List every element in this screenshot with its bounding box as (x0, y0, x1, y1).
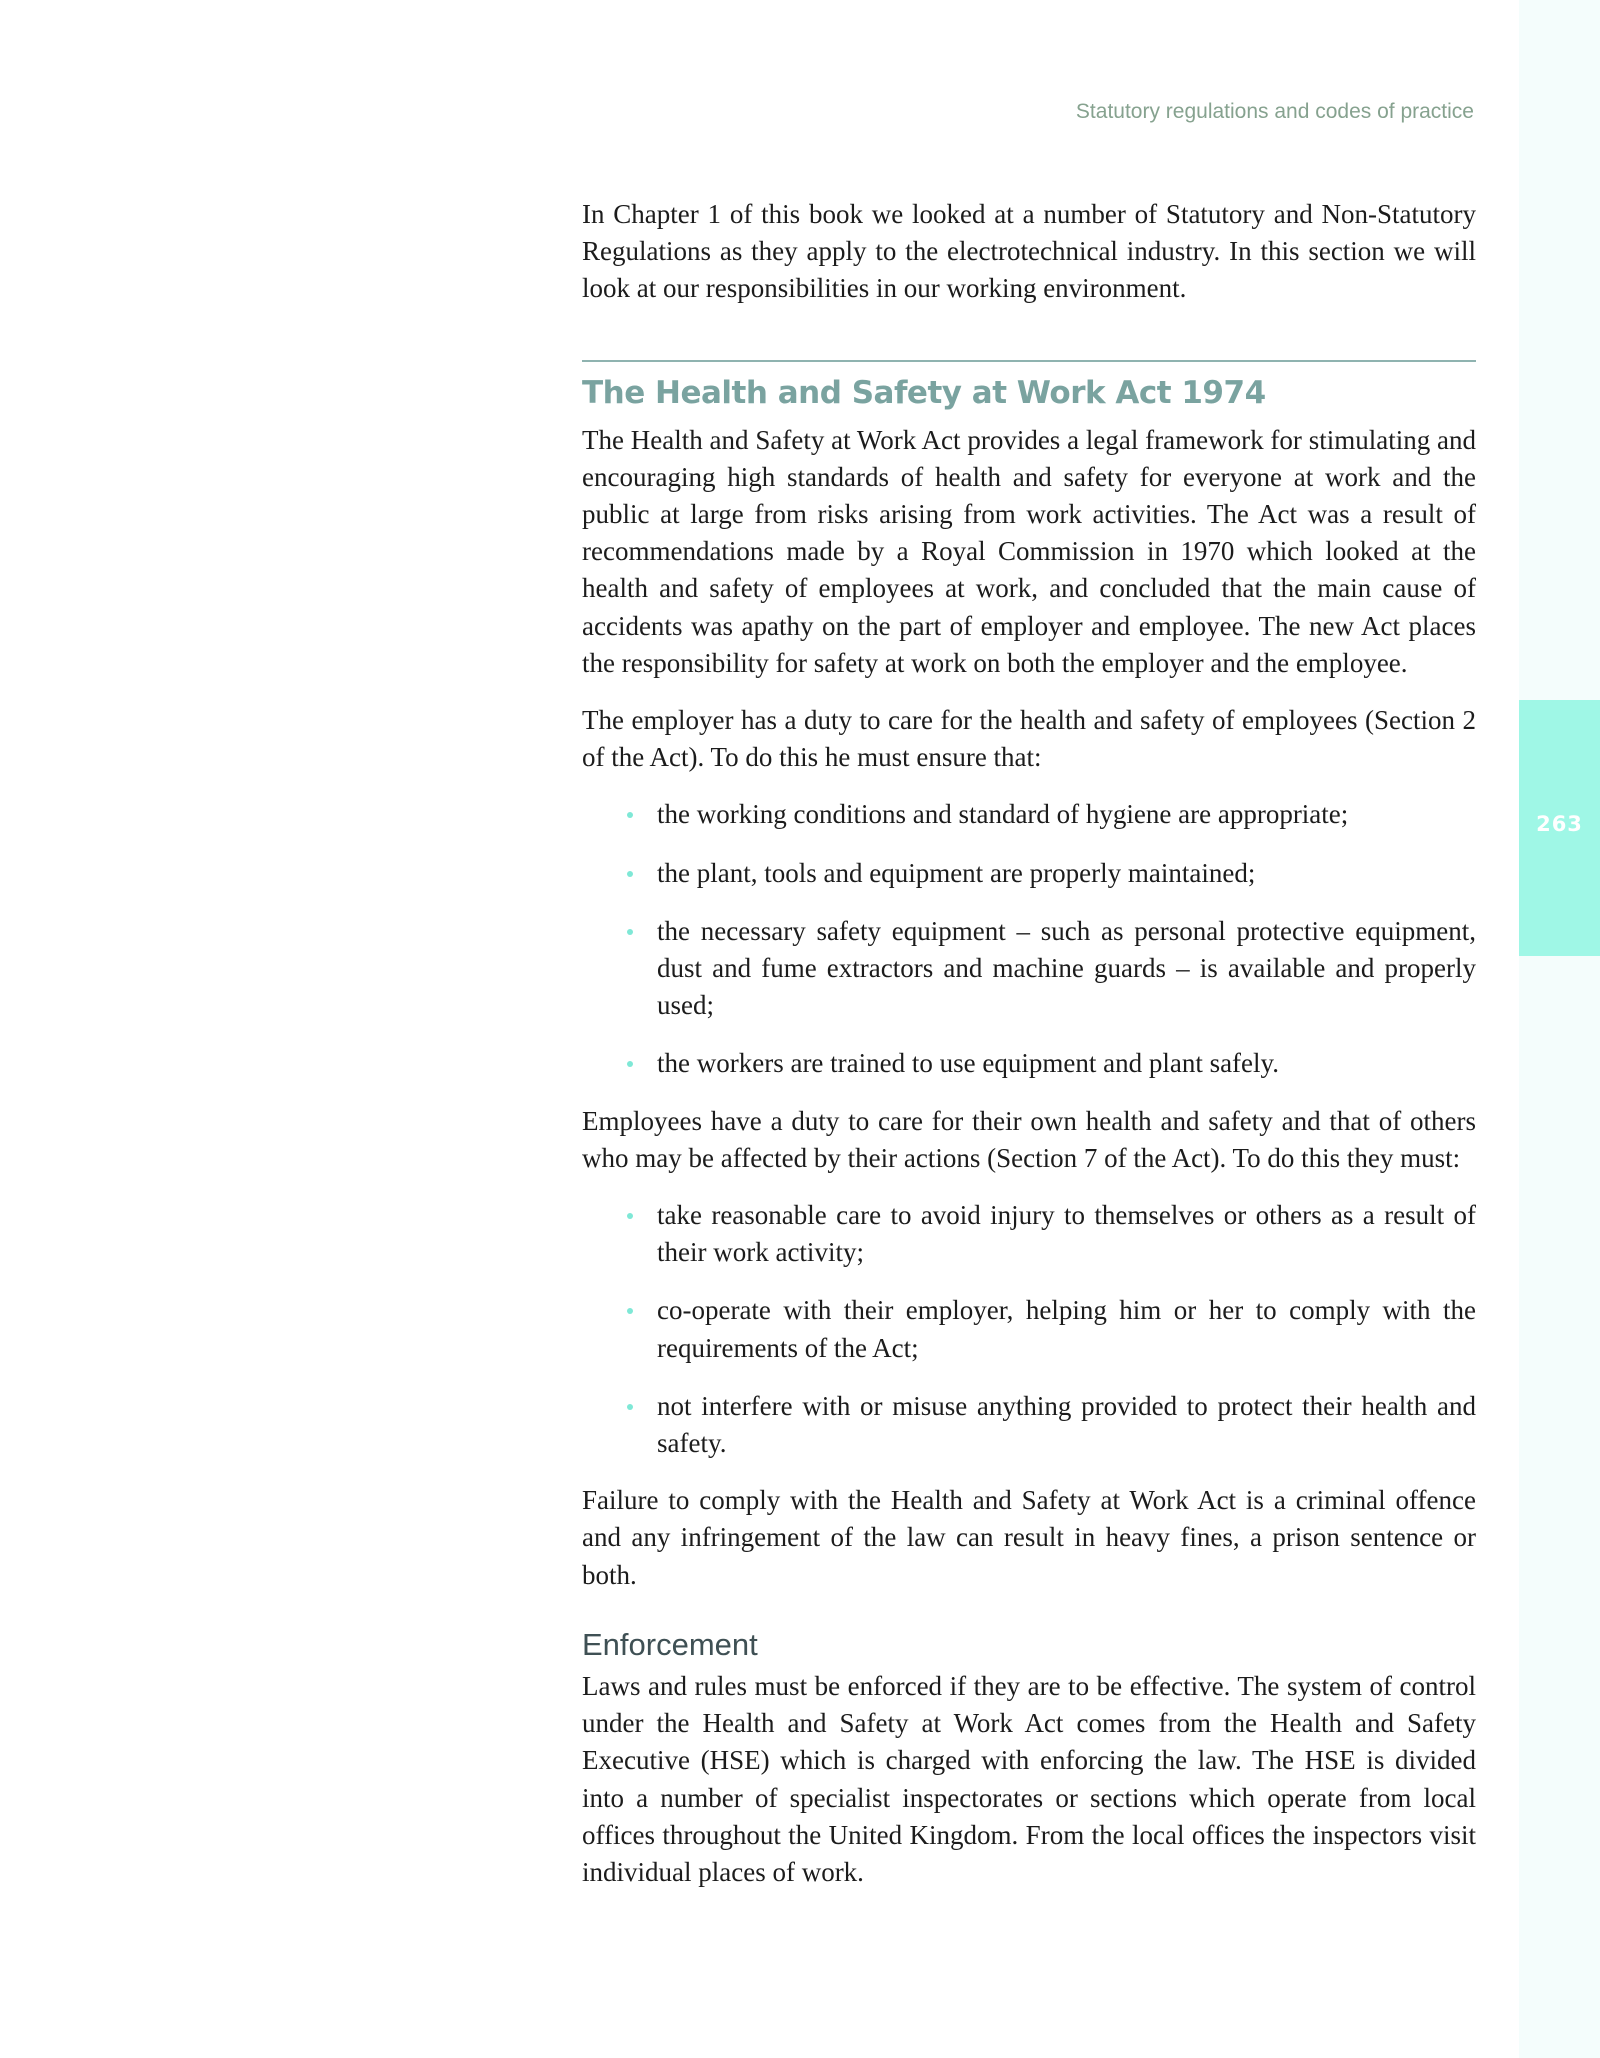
bullet-icon (627, 1404, 633, 1410)
bullet-icon (627, 871, 633, 877)
employee-duty-paragraph: Employees have a duty to care for their own health and safety and that of others who may be affected by their actions (Section 7 of the Act). To do this they must: (582, 1105, 1476, 1173)
section-divider (582, 360, 1476, 362)
list-item: the working conditions and standard of hygiene are appropriate; (657, 796, 1476, 833)
section-heading: The Health and Safety at Work Act 1974 (582, 374, 1266, 411)
list-item: the workers are trained to use equipment and plant safely. (657, 1045, 1476, 1082)
bullet-icon (627, 812, 633, 818)
list-item: co-operate with their employer, helping him or her to comply with the requirements of the Act; (657, 1292, 1476, 1366)
list-item: the necessary safety equipment – such as personal protective equipment, dust and fume extractors and machine guards – is available and properly used; (657, 913, 1476, 1025)
running-head: Statutory regulations and codes of practice (1075, 100, 1474, 123)
side-margin-strip (1519, 0, 1600, 2058)
employer-duties-list (582, 796, 1476, 1082)
page-number-tab (1519, 700, 1600, 956)
main-content (582, 196, 1476, 1911)
bullet-icon (627, 929, 633, 935)
employer-duty-paragraph: The employer has a duty to care for the health and safety of employees (Section 2 of the Act). To do this he must ensure that: (582, 705, 1476, 773)
bullet-icon (627, 1061, 633, 1067)
page-number: 263 (1536, 812, 1583, 836)
bullet-icon (627, 1213, 633, 1219)
list-item: the plant, tools and equipment are properly maintained; (657, 855, 1476, 892)
list-item: take reasonable care to avoid injury to themselves or others as a result of their work activity; (657, 1197, 1476, 1271)
enforcement-heading: Enforcement (582, 1626, 758, 1662)
act-overview-paragraph: The Health and Safety at Work Act provides a legal framework for stimulating and encouraging high standards of health and safety for everyone at work and the public at large from risks arising from work activities. The Act was a result of recommendations made by a Royal Commission in 1970 which looked at the health and safety of employees at work, and concluded that the main cause of accidents was apathy on the part of employer and employee. The new Act places the responsibility for safety at work on both the employer and the employee. (582, 424, 1476, 678)
penalty-paragraph: Failure to comply with the Health and Safety at Work Act is a criminal offence and any infringement of the law can result in heavy fines, a prison sentence or both. (582, 1485, 1476, 1590)
bullet-icon (627, 1308, 633, 1314)
employee-duties-list (582, 1197, 1476, 1462)
enforcement-paragraph: Laws and rules must be enforced if they are to be effective. The system of control under the Health and Safety at Work Act comes from the Health and Safety Executive (HSE) which is charged with enforcing the law. The HSE is divided into a number of specialist inspectorates or sections which operate from local offices throughout the United Kingdom. From the local offices the inspectors visit individual places of work. (582, 1670, 1476, 1887)
list-item: not interfere with or misuse anything provided to protect their health and safety. (657, 1388, 1476, 1462)
intro-paragraph: In Chapter 1 of this book we looked at a number of Statutory and Non-Statutory Regulations as they apply to the electrotechnical industry. In this section we will look at our responsibilities in our working environment. (582, 199, 1476, 304)
